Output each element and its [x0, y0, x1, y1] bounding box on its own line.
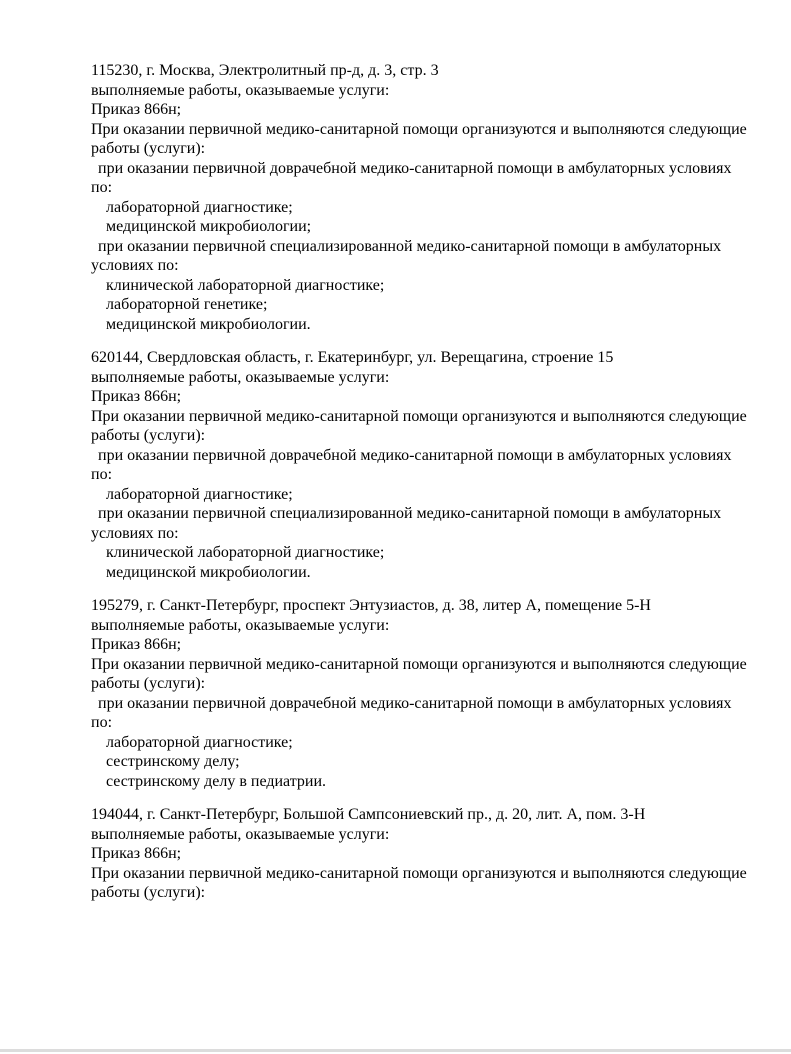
- text-line: лабораторной диагностике;: [106, 485, 293, 503]
- text-line: медицинской микробиологии.: [106, 315, 311, 333]
- text-line: условиях по:: [91, 257, 179, 274]
- text-line: работы (услуги):: [91, 427, 206, 444]
- text-line: выполняемые работы, оказываемые услуги:: [91, 825, 390, 843]
- text-line: лабораторной диагностике;: [106, 198, 293, 216]
- text-line: При оказании первичной медико-санитарной помощи организуются и выполняются следующие: [91, 407, 747, 425]
- text-line: Приказ 866н;: [91, 101, 182, 118]
- text-line: по:: [91, 714, 113, 731]
- text-line: При оказании первичной медико-санитарной помощи организуются и выполняются следующие: [91, 864, 747, 882]
- address-line: 115230, г. Москва, Электролитный пр-д, д. 3, стр. 3: [91, 62, 439, 79]
- text-line: лабораторной генетике;: [106, 296, 268, 313]
- document-body: [91, 61, 763, 917]
- text-line: при оказании первичной специализированной медико-санитарной помощи в амбулаторных: [98, 505, 722, 522]
- address-line: 620144, Свердловская область, г. Екатеринбург, ул. Верещагина, строение 15: [91, 349, 614, 366]
- text-line: работы (услуги):: [91, 140, 206, 157]
- text-line: по:: [91, 466, 113, 483]
- text-line: лабораторной диагностике;: [106, 733, 293, 751]
- text-line: работы (услуги):: [91, 884, 206, 901]
- text-line: выполняемые работы, оказываемые услуги:: [91, 368, 390, 386]
- text-line: клинической лабораторной диагностике;: [106, 544, 385, 561]
- text-line: при оказании первичной доврачебной медико-санитарной помощи в амбулаторных условиях: [98, 159, 732, 177]
- text-line: сестринскому делу в педиатрии.: [106, 772, 327, 790]
- address-line: 194044, г. Санкт-Петербург, Большой Сампсониевский пр., д. 20, лит. А, пом. 3-Н: [91, 806, 646, 823]
- text-line: медицинской микробиологии;: [106, 218, 312, 235]
- text-line: При оказании первичной медико-санитарной помощи организуются и выполняются следующие: [91, 655, 747, 673]
- text-line: работы (услуги):: [91, 675, 206, 692]
- license-block: [91, 805, 763, 903]
- text-line: медицинской микробиологии.: [106, 563, 311, 581]
- license-block: [91, 596, 763, 791]
- text-line: условиях по:: [91, 524, 179, 542]
- text-line: при оказании первичной специализированной медико-санитарной помощи в амбулаторных: [98, 237, 722, 255]
- text-line: Приказ 866н;: [91, 636, 182, 653]
- address-line: 195279, г. Санкт-Петербург, проспект Энтузиастов, д. 38, литер А, помещение 5-Н: [91, 597, 651, 614]
- license-block: [91, 61, 763, 334]
- text-line: при оказании первичной доврачебной медико-санитарной помощи в амбулаторных условиях: [98, 446, 732, 464]
- text-line: При оказании первичной медико-санитарной помощи организуются и выполняются следующие: [91, 120, 747, 138]
- text-line: Приказ 866н;: [91, 845, 182, 862]
- license-block: [91, 348, 763, 582]
- text-line: клинической лабораторной диагностике;: [106, 276, 385, 294]
- text-line: по:: [91, 179, 113, 196]
- text-line: при оказании первичной доврачебной медико-санитарной помощи в амбулаторных условиях: [98, 694, 732, 712]
- text-line: сестринскому делу;: [106, 753, 240, 770]
- horizontal-scrollbar[interactable]: [0, 1049, 791, 1052]
- text-line: Приказ 866н;: [91, 388, 182, 405]
- text-line: выполняемые работы, оказываемые услуги:: [91, 616, 390, 634]
- text-line: выполняемые работы, оказываемые услуги:: [91, 81, 390, 99]
